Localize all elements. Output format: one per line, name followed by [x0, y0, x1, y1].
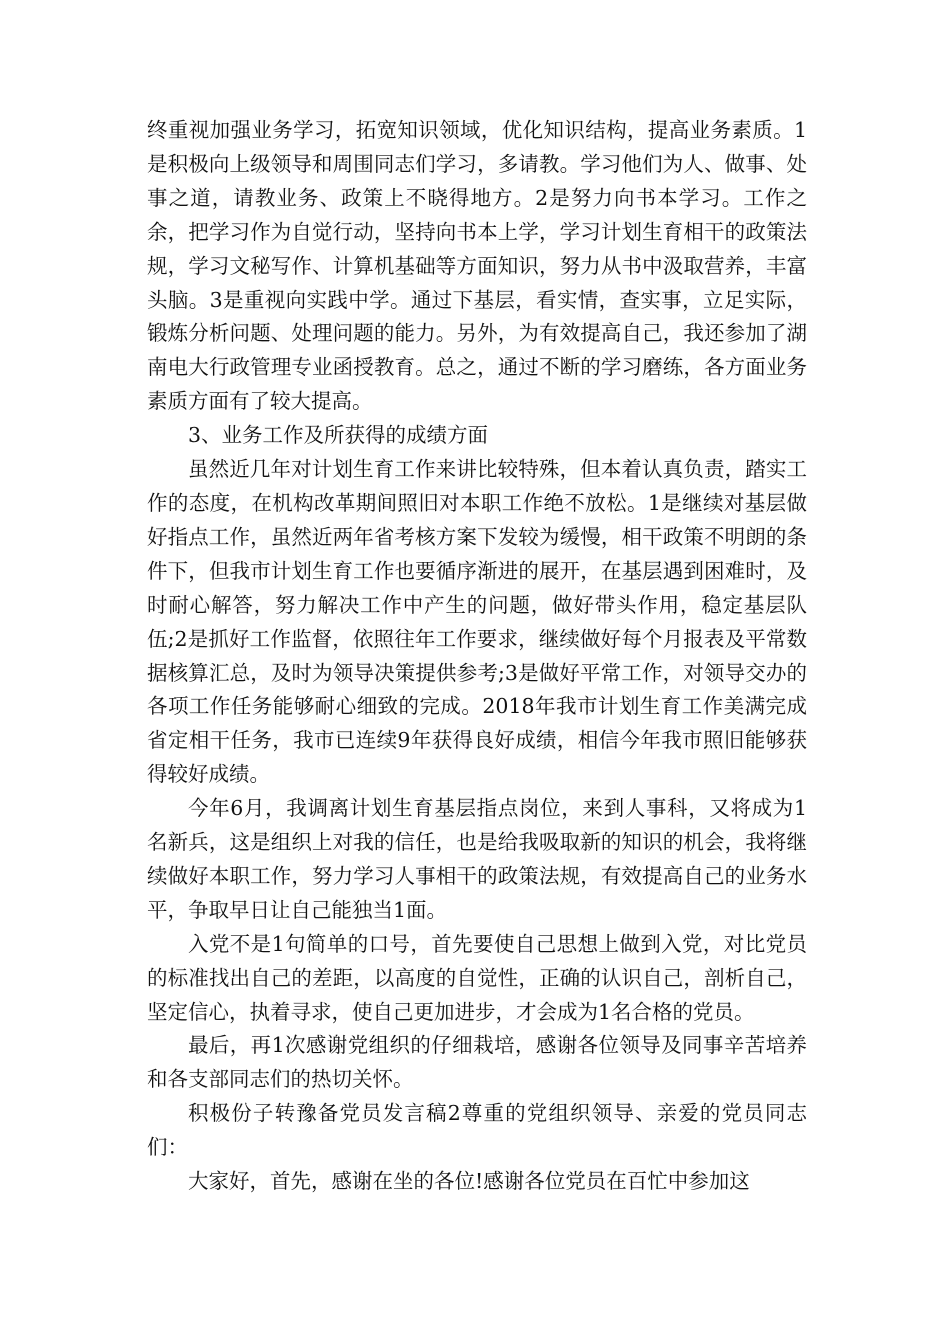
paragraph-speech-title: 积极份子转豫备党员发言稿2尊重的党组织领导、亲爱的党员同志们： [147, 1101, 807, 1160]
document-page [147, 114, 807, 1199]
paragraph-study-continued: 终重视加强业务学习，拓宽知识领域，优化知识结构，提高业务素质。1是积极向上级领导和周围同志们学习，多请教。学习他们为人、做事、处事之道，请教业务、政策上不晓得地方。2是努力向书本学习。工作之余，把学习作为自觉行动，坚持向书本上学，学习计划生育相干的政策法规，学习文秘写作、计算机基础等方面知识，努力从书中汲取营养，丰富头脑。3是重视向实践中学。通过下基层，看实情，查实事，立足实际，锻炼分析问题、处理问题的能力。另外，为有效提高自己，我还参加了湖南电大行政管理专业函授教育。总之，通过不断的学习磨练，各方面业务素质方面有了较大提高。 [147, 118, 807, 414]
paragraph-party-membership: 入党不是1句简单的口号，首先要使自己思想上做到入党，对比党员的标准找出自己的差距，以高度的自觉性，正确的认识自己，剖析自己，坚定信心，执着寻求，使自己更加进步，才会成为1名合格的党员。 [147, 931, 807, 1024]
paragraph-transfer-personnel: 今年6月，我调离计划生育基层指点岗位，来到人事科，又将成为1名新兵，这是组织上对我的信任，也是给我吸取新的知识的机会，我将继续做好本职工作，努力学习人事相干的政策法规，有效提高自己的业务水平，争取早日让自己能独当1面。 [147, 796, 807, 922]
paragraph-work-achievements: 虽然近几年对计划生育工作来讲比较特殊，但本着认真负责，踏实工作的态度，在机构改革期间照旧对本职工作绝不放松。1是继续对基层做好指点工作，虽然近两年省考核方案下发较为缓慢，相干政策不明朗的条件下，但我市计划生育工作也要循序渐进的展开，在基层遇到困难时，及时耐心解答，努力解决工作中产生的问题，做好带头作用，稳定基层队伍;2是抓好工作监督，依照往年工作要求，继续做好每个月报表及平常数据核算汇总，及时为领导决策提供参考;3是做好平常工作，对领导交办的各项工作任务能够耐心细致的完成。2018年我市计划生育工作美满完成省定相干任务，我市已连续9年获得良好成绩，相信今年我市照旧能够获得较好成绩。 [147, 457, 807, 787]
paragraph-thanks: 最后，再1次感谢党组织的仔细栽培，感谢各位领导及同事辛苦培养和各支部同志们的热切关怀。 [147, 1033, 807, 1092]
paragraph-greeting: 大家好，首先，感谢在坐的各位!感谢各位党员在百忙中参加这 [188, 1169, 750, 1194]
section-heading-work-achievements: 3、业务工作及所获得的成绩方面 [188, 423, 489, 448]
